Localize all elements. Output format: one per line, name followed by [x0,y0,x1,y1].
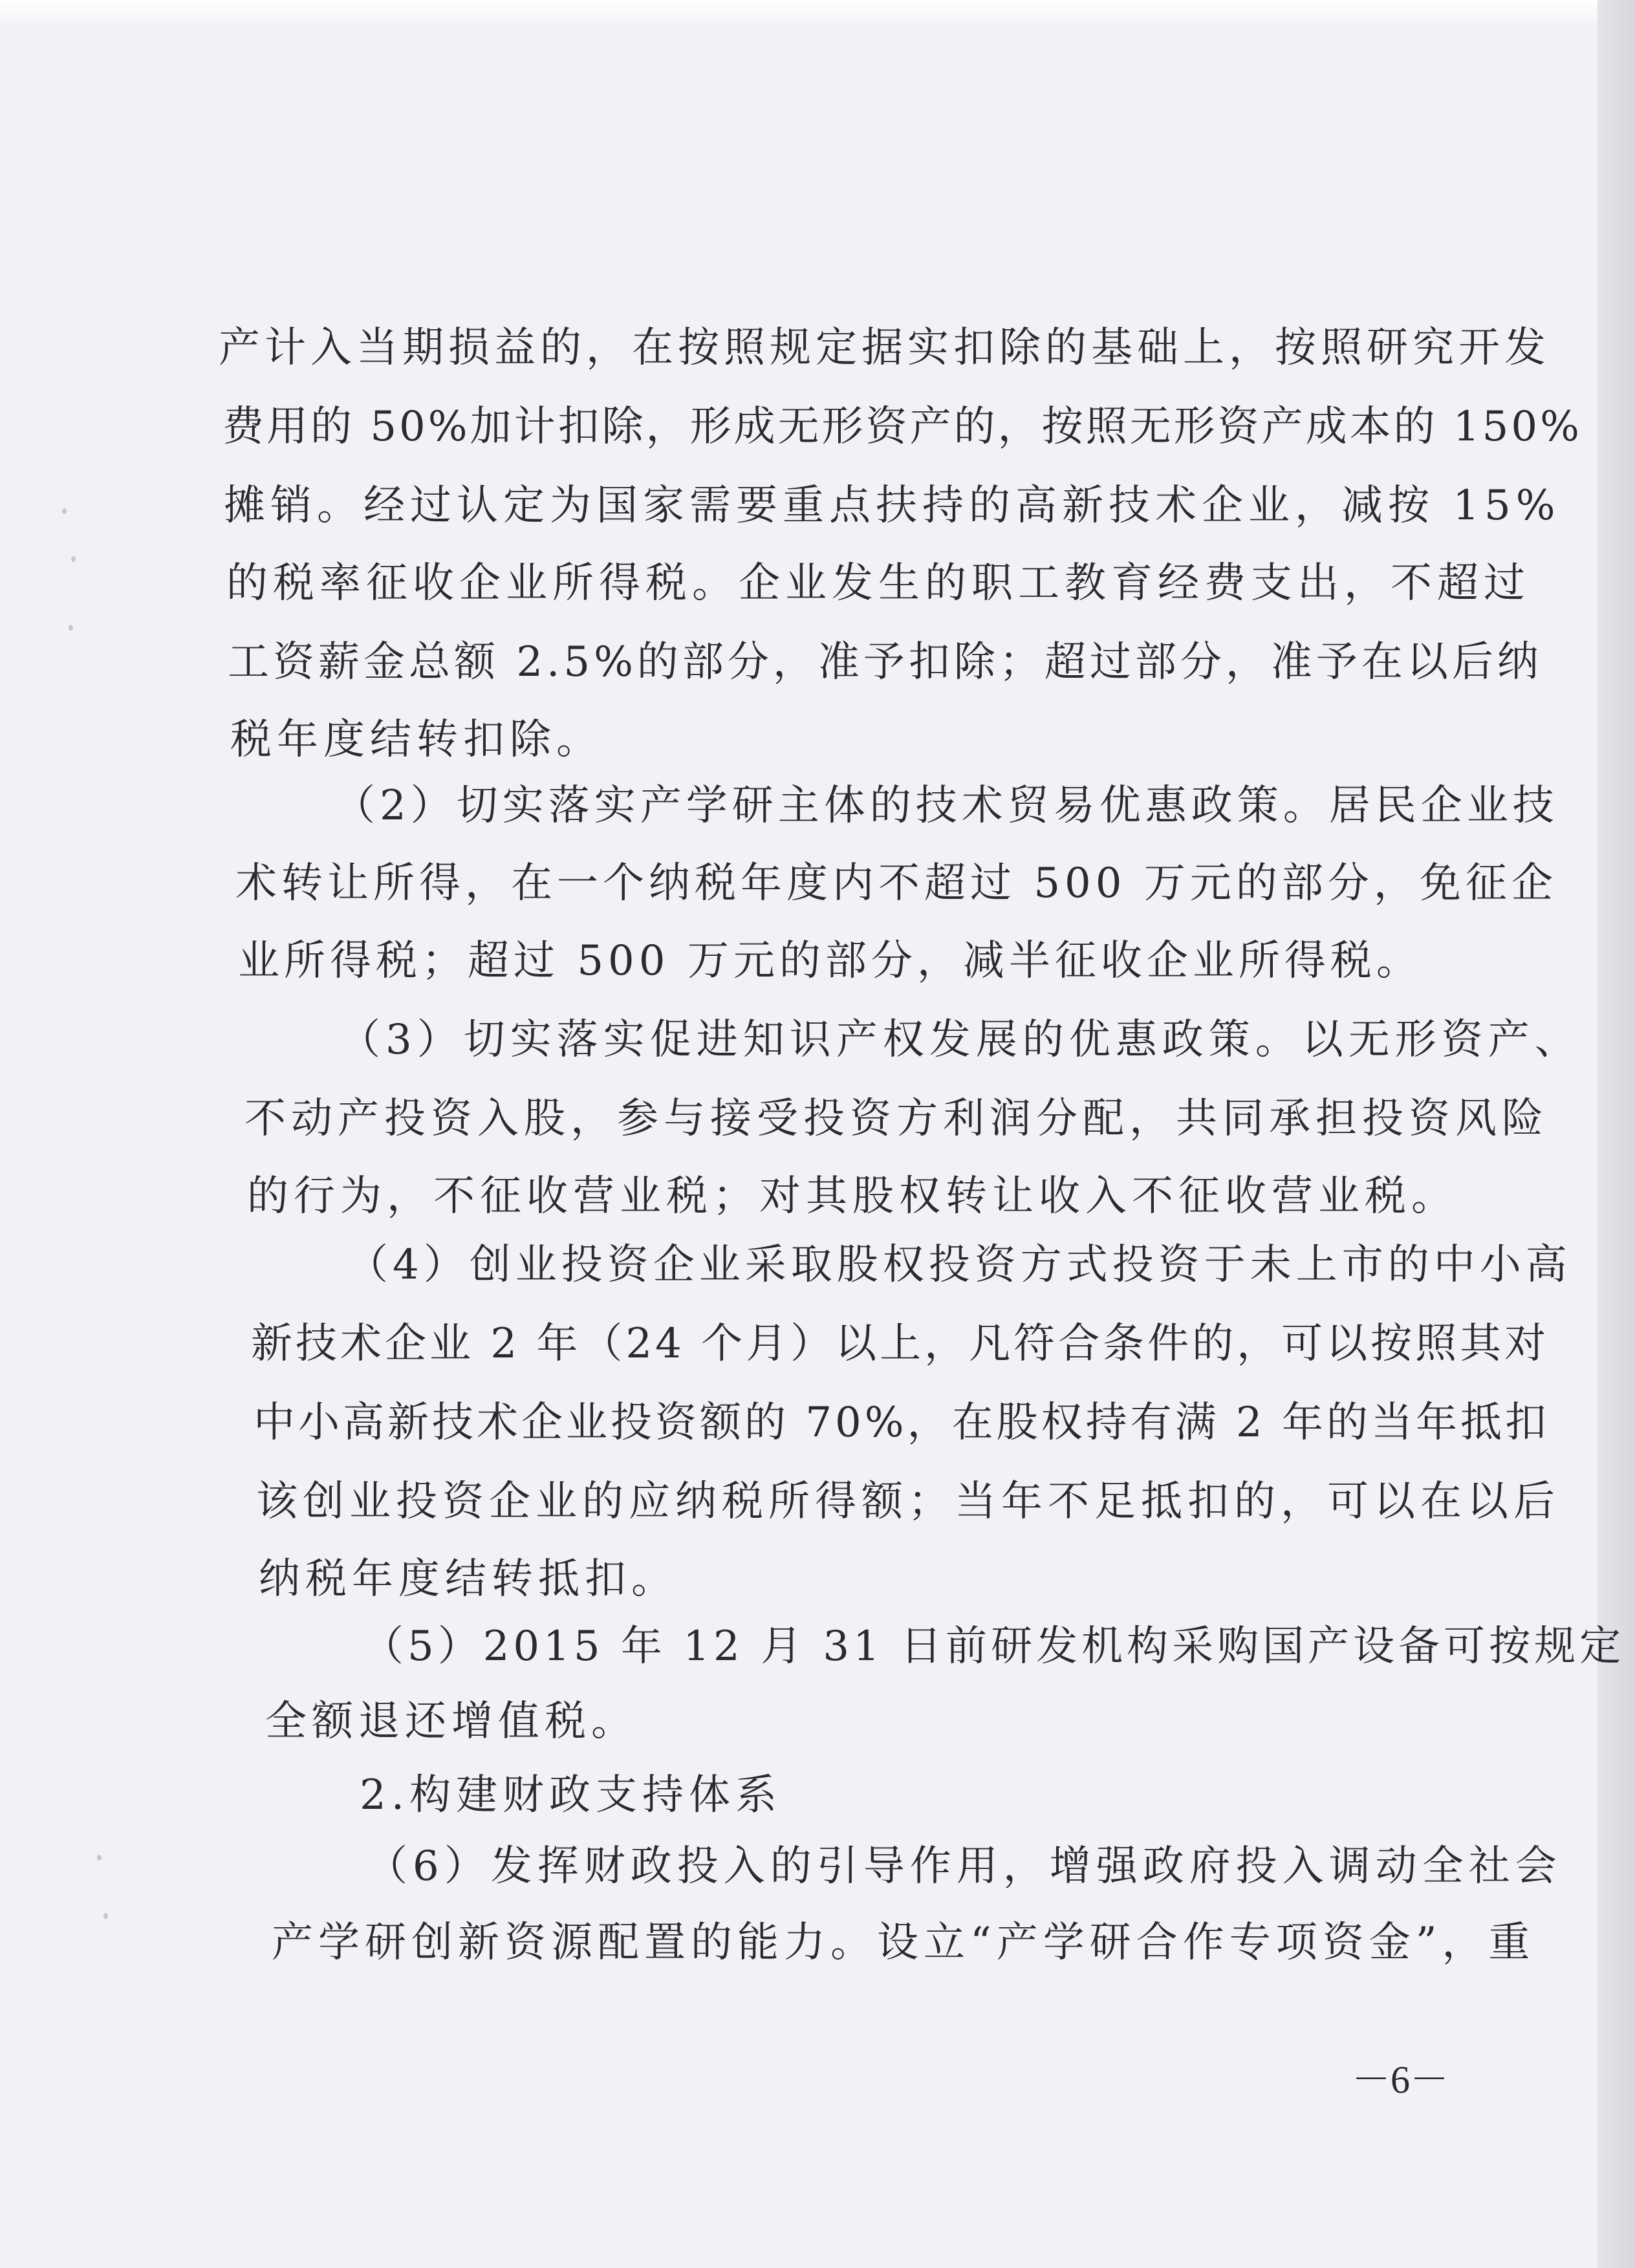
text-line: （2）切实落实产学研主体的技术贸易优惠政策。居民企业技 [334,782,1559,830]
text-line: 税年度结转扣除。 [230,716,603,764]
text-line: （5）2015 年 12 月 31 日前研发机构采购国产设备可按规定 [362,1623,1625,1670]
text-line: （6）发挥财政投入的引导作用，增强政府投入调动全社会 [366,1842,1562,1890]
scan-speck [97,1855,102,1861]
text-line: 的行为，不征收营业税；对其股权转让收入不征收营业税。 [247,1172,1458,1220]
scan-speck [71,556,76,562]
text-line: 新技术企业 2 年（24 个月）以上，凡符合条件的，可以按照其对 [251,1320,1550,1368]
text-line: 中小高新技术企业投资额的 70%，在股权持有满 2 年的当年抵扣 [254,1399,1550,1447]
scan-speck [103,1913,108,1919]
page-number: －6－ [1352,2058,1449,2101]
text-line: 术转让所得，在一个纳税年度内不超过 500 万元的部分，免征企 [235,859,1557,907]
text-line: 全额退还增值税。 [265,1698,638,1745]
paper-right-shadow [1597,0,1635,2268]
paper-top-edge [0,0,1635,26]
text-line: 工资薪金总额 2.5%的部分，准予扣除；超过部分，准予在以后纳 [228,638,1543,686]
text-line: 费用的 50%加计扣除，形成无形资产的，按照无形资产成本的 150% [222,403,1582,451]
text-line: 不动产投资入股，参与接受投资方利润分配，共同承担投资风险 [244,1095,1548,1143]
text-line: （3）切实落实促进知识产权发展的优惠政策。以无形资产、 [339,1016,1581,1064]
text-line: 该创业投资企业的应纳税所得额；当年不足抵扣的，可以在以后 [256,1478,1560,1526]
text-line: 产学研创新资源配置的能力。设立“产学研合作专项资金”，重 [272,1919,1535,1967]
section-heading: 2.构建财政支持体系 [360,1771,783,1819]
text-line: 纳税年度结转抵扣。 [259,1555,678,1603]
text-line: （4）创业投资企业采取股权投资方式投资于未上市的中小高 [347,1241,1572,1289]
text-line: 的税率征收企业所得税。企业发生的职工教育经费支出，不超过 [226,559,1530,607]
scan-speck [69,625,73,631]
text-line: 业所得税；超过 500 万元的部分，减半征收企业所得税。 [238,937,1422,985]
scan-speck [62,508,67,514]
text-line: 产计入当期损益的，在按照规定据实扣除的基础上，按照研究开发 [219,324,1550,372]
text-line: 摊销。经过认定为国家需要重点扶持的高新技术企业，减按 15% [224,482,1561,530]
